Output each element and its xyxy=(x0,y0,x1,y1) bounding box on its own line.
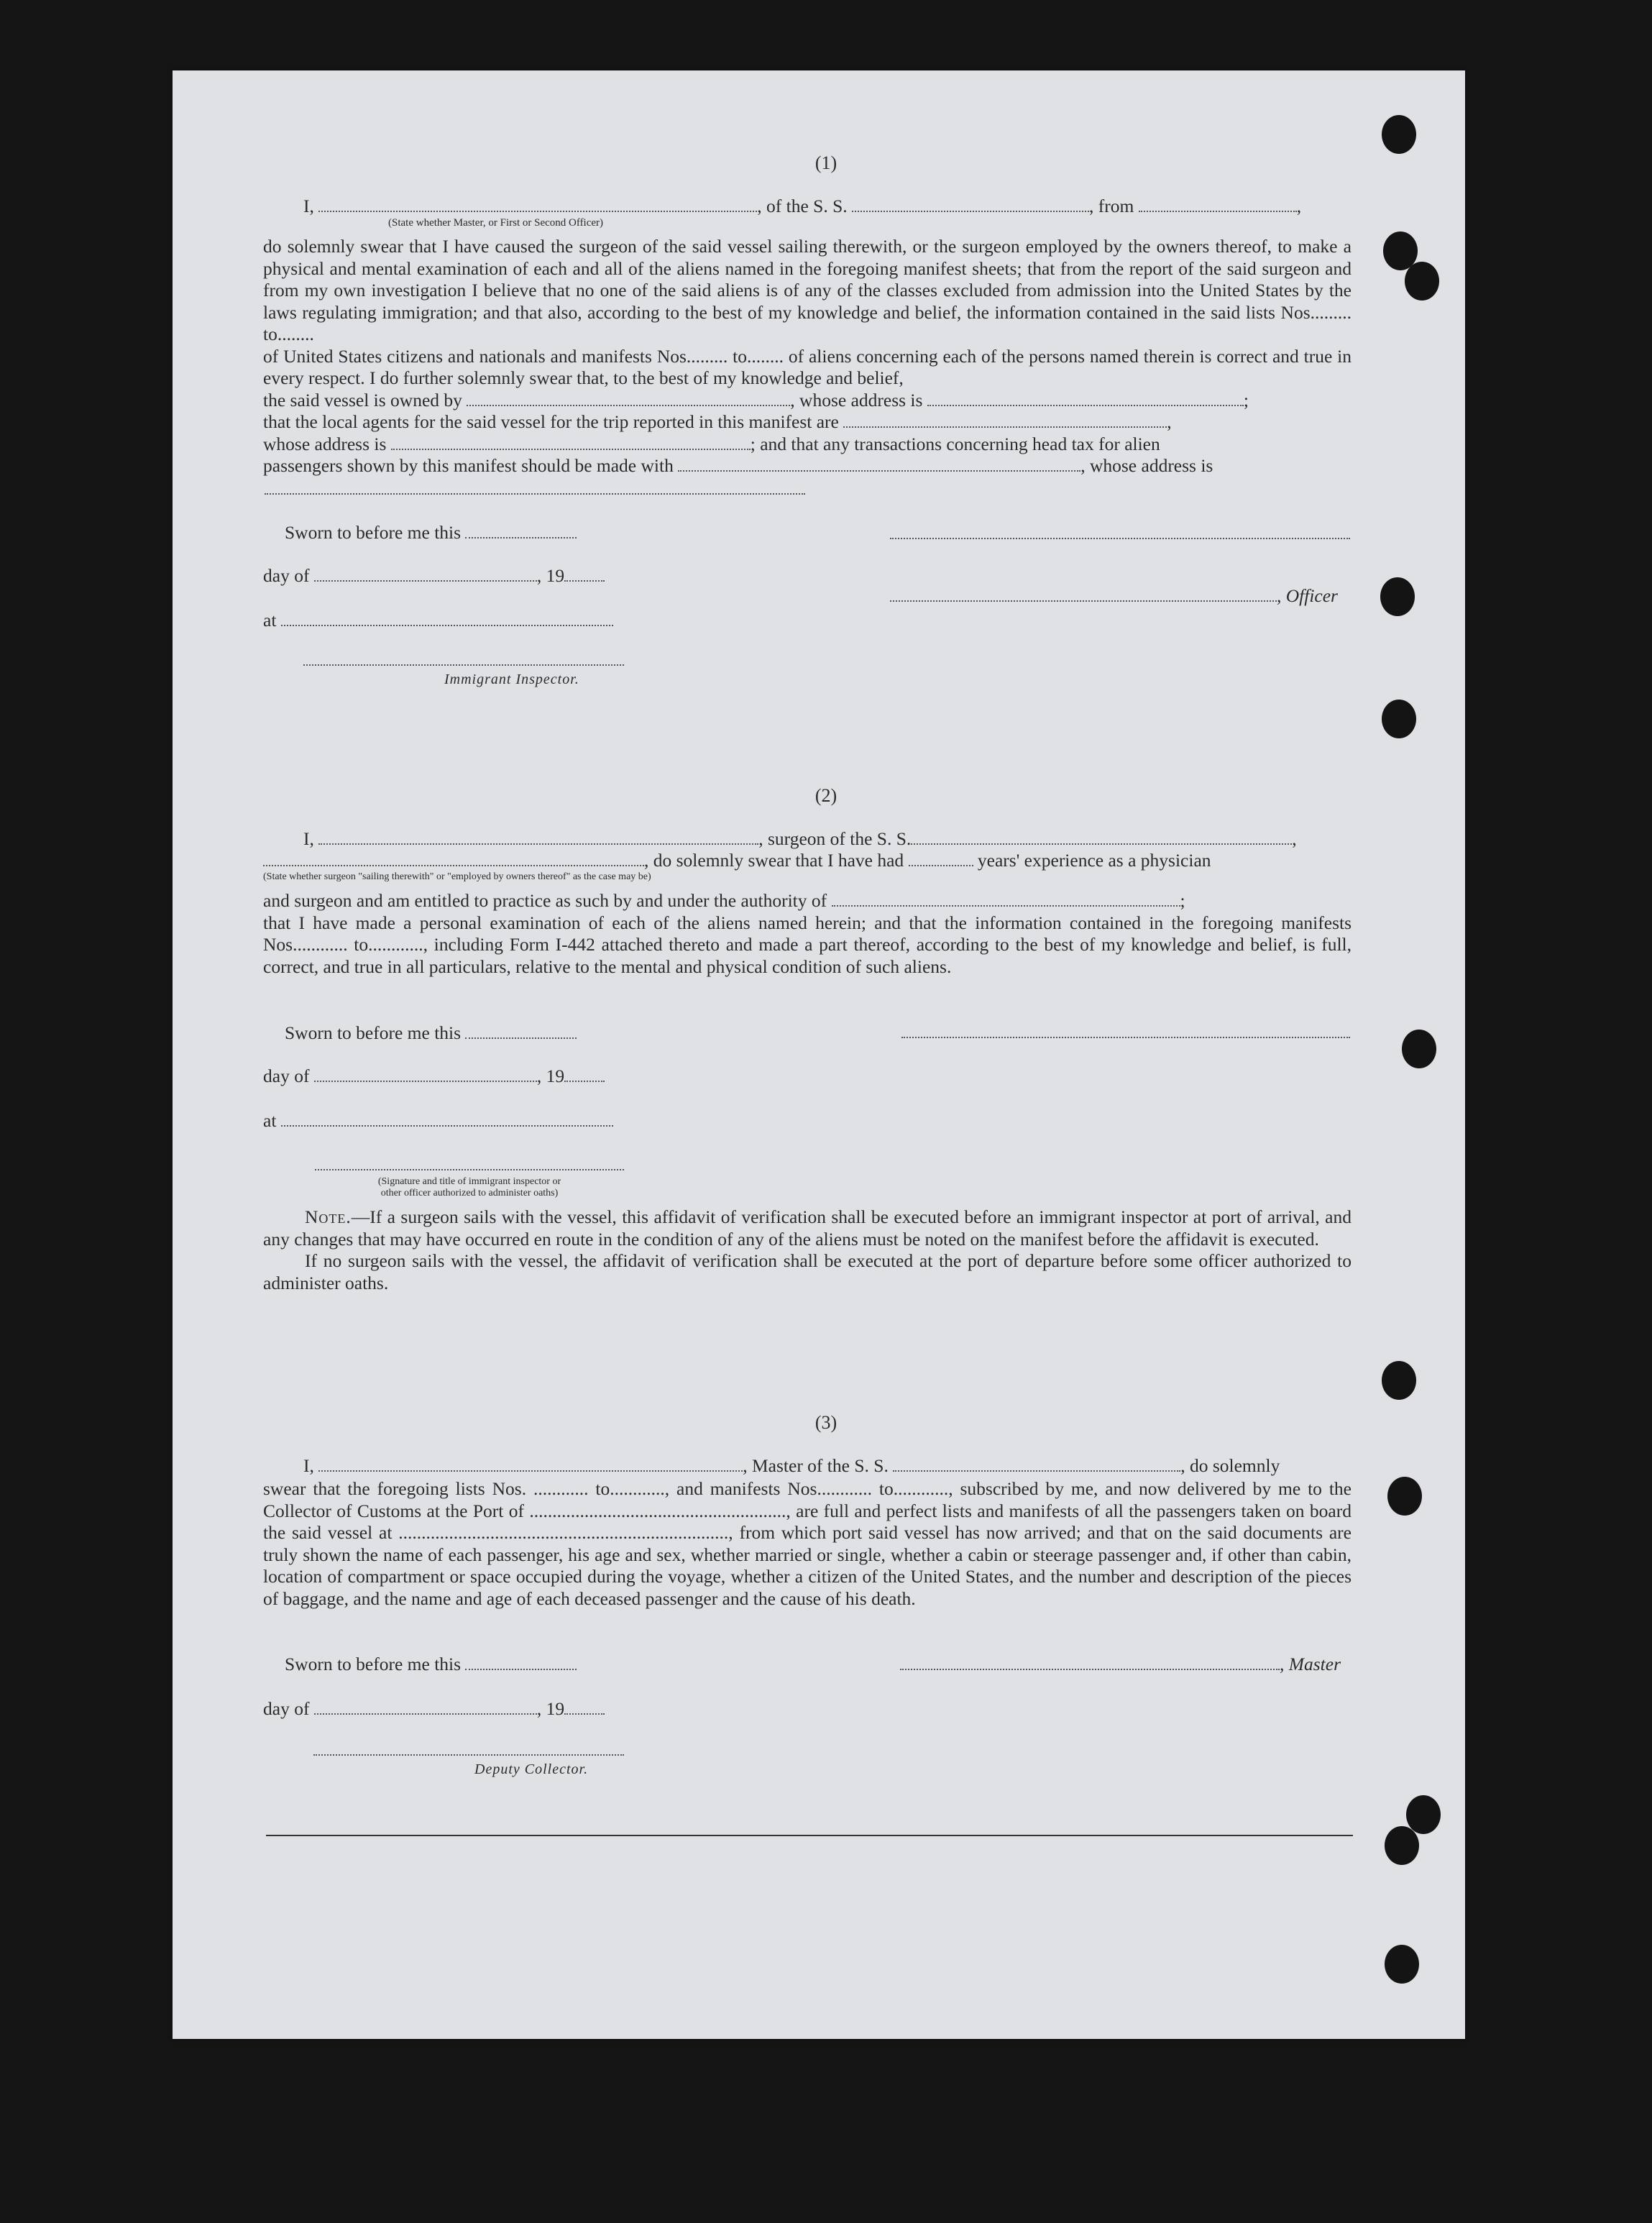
s1-year-blank xyxy=(564,566,605,582)
section-1-number: (1) xyxy=(814,152,838,173)
s2-sworn xyxy=(285,1022,577,1044)
s2-line2 xyxy=(263,850,1353,871)
punch-hole xyxy=(1387,1477,1422,1516)
s1-officer-line xyxy=(890,585,1338,607)
punch-hole xyxy=(1385,1826,1419,1865)
s2-note2: If no surgeon sails with the vessel, the affidavit of verification shall be executed at the port of departure before some officer authorized to administer oaths. xyxy=(263,1250,1352,1293)
s2-line1 xyxy=(303,828,1353,850)
s1-whose1: , whose address is xyxy=(790,389,923,411)
s3-line1 xyxy=(303,1455,1353,1477)
s3-solemnly: , do solemnly xyxy=(1180,1455,1280,1476)
s2-sworn-label: Sworn to before me this xyxy=(285,1022,462,1043)
s1-dayof xyxy=(263,565,605,587)
s2-officer-sig-line xyxy=(901,1037,1350,1038)
s2-dayof xyxy=(263,1065,605,1087)
s2-sig-note2: other officer authorized to administer oaths) xyxy=(380,1188,559,1198)
s2-swear: , do solemnly swear that I have had xyxy=(644,850,904,871)
s1-officer-sig-line1 xyxy=(890,538,1350,539)
s1-of-ss: , of the S. S. xyxy=(757,196,848,216)
s1-sworn xyxy=(285,522,577,544)
s1-semi: ; xyxy=(1243,389,1249,411)
s1-headtax: ; and that any transactions concerning head tax for alien xyxy=(750,433,1160,454)
punch-hole xyxy=(1380,577,1415,616)
s2-authority-blank xyxy=(832,891,1180,907)
s1-sworn-blank xyxy=(465,523,577,538)
s1-officer-blank xyxy=(890,586,1277,602)
s1-vessel-blank xyxy=(852,196,1089,212)
punch-hole xyxy=(1406,1795,1441,1834)
s2-sig-note xyxy=(315,1176,624,1199)
s1-agents-address-blank xyxy=(391,434,751,450)
s1-owned-line xyxy=(263,390,1352,412)
s2-at xyxy=(263,1110,613,1132)
s1-at-blank xyxy=(281,610,613,626)
s1-headtax-blank xyxy=(678,456,1080,472)
s2-dayof-label: day of xyxy=(263,1065,310,1086)
s2-surgeon-of-ss: , surgeon of the S. S. xyxy=(758,828,912,849)
s1-inspector-sig-line xyxy=(303,664,624,666)
s3-sworn xyxy=(285,1654,577,1675)
s1-owner-address-blank xyxy=(927,390,1244,406)
s2-status-note: (State whether surgeon "sailing therewith" or "employed by owners thereof" as the case may be) xyxy=(263,871,651,882)
s3-master-blank xyxy=(900,1654,1280,1670)
punch-hole xyxy=(1382,700,1416,738)
s2-body xyxy=(263,890,1352,978)
s1-at xyxy=(263,610,613,631)
s3-para1: swear that the foregoing lists Nos. ............ to............, and manifests Nos............ to............, subscribed by me, and now delivered by me to the Collector of Customs at the Port of ........................................................, are full and perfect lists and manifests of all the passengers taken on board the said vessel at ........................................................................, from which port said vessel has now arrived; and that on the said documents are truly shown the name of each passenger, his age and sex, whether married or single, whether a cabin or steerage passenger and, if other than cabin, location of compartment or space occupied during the voyage, whether a citizen of the United States, and the number and description of the pieces of baggage, and the name and age of each deceased passenger and the cause of his death. xyxy=(263,1478,1352,1609)
s2-at-label: at xyxy=(263,1110,277,1131)
s2-vessel-blank xyxy=(911,829,1292,845)
s2-year-blank xyxy=(564,1066,605,1082)
s2-status-blank xyxy=(263,851,644,866)
s2-day-blank xyxy=(314,1066,537,1082)
s1-passengers-label: passengers shown by this manifest should be made with xyxy=(263,455,674,476)
s3-master-label: , Master xyxy=(1280,1654,1341,1674)
s3-body xyxy=(263,1478,1352,1610)
s2-note1 xyxy=(263,1206,1352,1250)
s3-year-blank xyxy=(564,1699,605,1715)
s1-body xyxy=(263,236,1352,477)
s3-collector-label: Deputy Collector. xyxy=(474,1761,589,1777)
s2-authority-label: and surgeon and am entitled to practice as such by and under the authority of xyxy=(263,890,827,911)
s1-whose2-line xyxy=(263,434,1352,456)
s1-agents-blank xyxy=(843,412,1167,428)
s2-sig-note1: (Signature and title of immigrant inspector or xyxy=(377,1176,561,1187)
s2-note1-text: —If a surgeon sails with the vessel, this affidavit of verification shall be executed before an immigrant inspector at port of arrival, and any changes that may have occurred en route in the condition of any of the aliens must be noted on the manifest before the affidavit is executed. xyxy=(263,1206,1352,1250)
s3-name-blank xyxy=(318,1456,743,1472)
s1-i: I, xyxy=(303,196,314,216)
s2-semi: ; xyxy=(1180,890,1185,911)
s1-officer-note: (State whether Master, or First or Second Officer) xyxy=(388,217,604,229)
s2-note xyxy=(263,1206,1352,1294)
s1-agents-label: that the local agents for the said vessel for the trip reported in this manifest are xyxy=(263,411,839,432)
s1-day-blank xyxy=(314,566,537,582)
s1-name-blank xyxy=(318,196,757,212)
s2-years-blank xyxy=(909,851,973,866)
s3-year-label: , 19 xyxy=(536,1698,565,1719)
s1-year-label: , 19 xyxy=(536,565,565,586)
s1-officer-label: , Officer xyxy=(1277,585,1338,606)
s1-owner-blank xyxy=(467,390,790,406)
s1-port-blank xyxy=(1139,196,1297,212)
s3-vessel-blank xyxy=(893,1456,1180,1472)
s3-dayof xyxy=(263,1698,605,1720)
s3-collector-sig-line xyxy=(313,1754,624,1756)
s1-whose2: whose address is xyxy=(263,433,387,454)
punch-hole xyxy=(1382,1361,1416,1400)
s1-comma2: , xyxy=(1167,411,1172,432)
punch-hole xyxy=(1405,262,1439,301)
s2-at-blank xyxy=(281,1111,613,1127)
s1-at-label: at xyxy=(263,610,277,631)
section-3-number: (3) xyxy=(814,1412,838,1433)
s2-authority-line xyxy=(263,890,1352,912)
s1-passengers-line xyxy=(263,455,1352,477)
s1-para1: do solemnly swear that I have caused the surgeon of the said vessel sailing therewith, or the surgeon employed by the owners thereof, to make a physical and mental examination of each and all of the aliens named in the foregoing manifest sheets; that from the report of the said surgeon and from my own investigation I believe that no one of the said aliens is of any of the classes excluded from admission into the United States by the laws regulating immigration; and that also, according to the best of my knowledge and belief, the information contained in the said lists Nos......... to........ xyxy=(263,236,1352,344)
s1-whose3: , whose address is xyxy=(1080,455,1213,476)
s3-i: I, xyxy=(303,1455,314,1476)
s1-dayof-label: day of xyxy=(263,565,310,586)
s2-comma: , xyxy=(1292,828,1297,849)
s1-owned-label: the said vessel is owned by xyxy=(263,389,462,411)
s2-name-blank xyxy=(318,829,758,845)
s3-day-blank xyxy=(314,1699,537,1715)
s3-sworn-label: Sworn to before me this xyxy=(285,1654,462,1674)
punch-hole xyxy=(1402,1030,1436,1068)
s1-sworn-label: Sworn to before me this xyxy=(285,522,462,543)
s1-line1 xyxy=(303,196,1353,217)
s3-master-of-ss: , Master of the S. S. xyxy=(743,1455,889,1476)
punch-hole xyxy=(1385,1945,1419,1984)
s1-inspector-label: Immigrant Inspector. xyxy=(444,672,579,687)
s1-agents-line xyxy=(263,411,1352,434)
s2-years: years' experience as a physician xyxy=(977,850,1211,871)
s1-from: , from xyxy=(1089,196,1134,216)
bottom-rule xyxy=(266,1835,1353,1836)
punch-hole xyxy=(1382,115,1416,154)
s3-dayof-label: day of xyxy=(263,1698,310,1719)
s1-comma: , xyxy=(1296,196,1302,216)
s1-para2: of United States citizens and nationals and manifests Nos......... to........ of aliens concerning each of the persons named therein is correct and true in every respect. I do further solemnly swear that, to the best of my knowledge and belief, xyxy=(263,345,1352,388)
s2-para1: that I have made a personal examination of each of the aliens named herein; and that the information contained in the foregoing manifests Nos............ to............, including Form I-442 attached thereto and made a part thereof, according to the best of my knowledge and belief, is full, correct, and true in all particulars, relative to the mental and physical condition of such aliens. xyxy=(263,912,1352,977)
s3-master-line xyxy=(900,1654,1341,1675)
s2-sworn-blank xyxy=(465,1023,577,1039)
s2-inspector-sig-line xyxy=(315,1169,624,1170)
section-2-number: (2) xyxy=(814,785,838,806)
s2-year-label: , 19 xyxy=(536,1065,565,1086)
s3-sworn-blank xyxy=(465,1654,577,1670)
s2-i: I, xyxy=(303,828,314,849)
s2-note-label: Note. xyxy=(305,1206,352,1227)
s1-address-blank xyxy=(265,493,805,495)
